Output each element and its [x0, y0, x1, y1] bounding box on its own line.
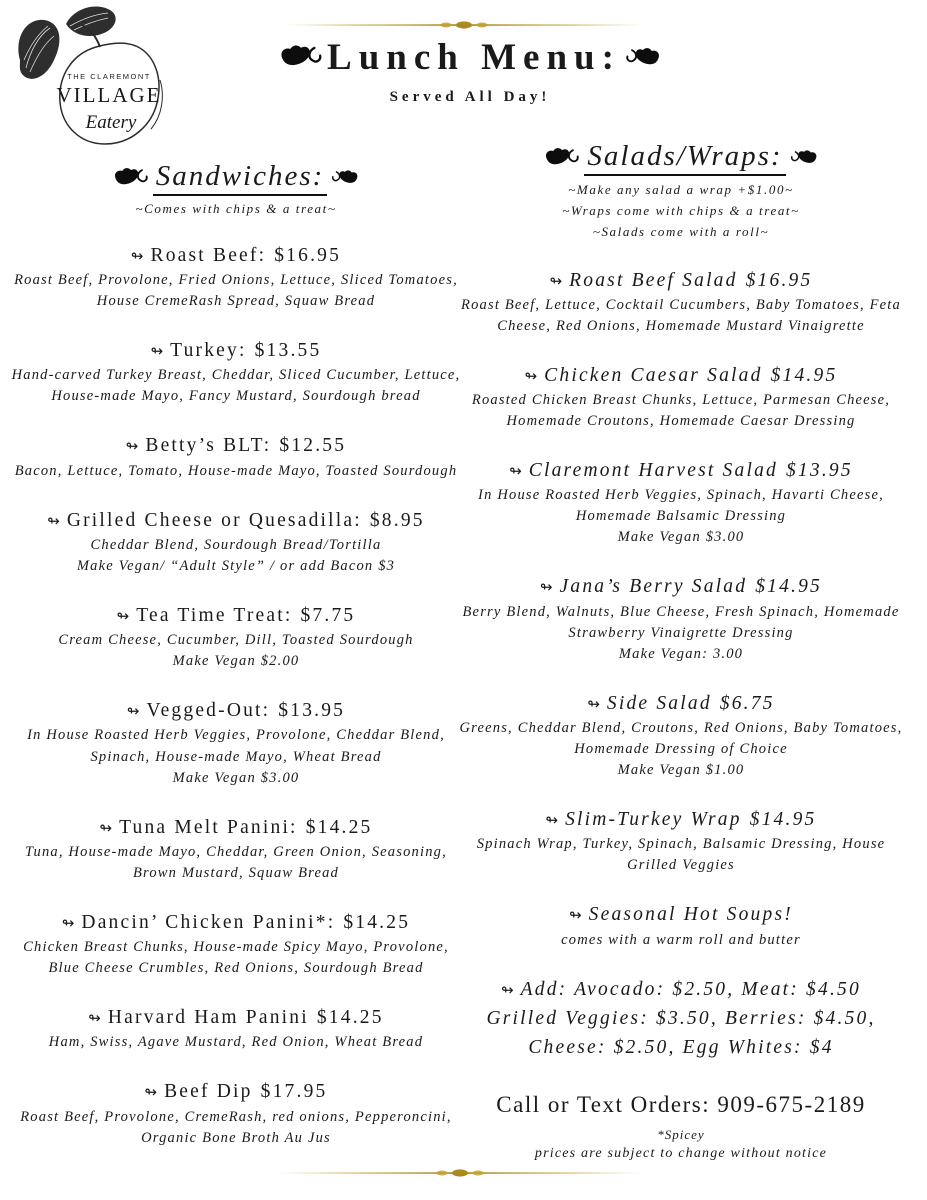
menu-item-name: Tuna Melt Panini:	[119, 816, 298, 838]
menu-item	[450, 456, 912, 548]
menu-item-desc: Spinach Wrap, Turkey, Spinach, Balsamic Dressing, House Grilled Veggies	[476, 836, 886, 874]
spicy-footnote: *Spicey	[657, 1127, 705, 1143]
sandwiches-heading: Sandwiches:	[153, 160, 328, 196]
menu-item-desc: Berry Blend, Walnuts, Blue Cheese, Fresh Spinach, Homemade Strawberry Vinaigrette Dressing	[462, 603, 900, 641]
loop-arrow-icon: ↬	[144, 1083, 158, 1102]
loop-arrow-icon: ↬	[501, 980, 514, 999]
lemon-logo-drawing	[8, 2, 173, 157]
floral-heart-icon-right	[790, 149, 818, 167]
menu-item-name: Dancin’ Chicken Panini*:	[81, 911, 336, 933]
menu-item-name: Chicken Caesar Salad	[544, 364, 763, 386]
menu-header	[170, 36, 770, 106]
loop-arrow-icon: ↬	[150, 342, 164, 361]
menu-item-desc: Bacon, Lettuce, Tomato, House-made Mayo, Toasted Sourdough	[14, 462, 458, 479]
menu-item-name: Side Salad	[606, 692, 712, 714]
logo-line3: Eatery	[85, 112, 137, 133]
menu-item-name: Vegged-Out:	[146, 700, 271, 722]
sandwiches-items	[10, 241, 462, 1149]
menu-item-desc: In House Roasted Herb Veggies, Spinach, Havarti Cheese, Homemade Balsamic Dressing	[478, 487, 884, 525]
floral-heart-icon-right	[331, 169, 359, 187]
menu-item-price: $14.95	[755, 576, 823, 598]
menu-item-desc: Roasted Chicken Breast Chunks, Lettuce, Parmesan Cheese, Homemade Croutons, Homemade Caesar Dressing	[471, 392, 891, 430]
menu-item-price: $14.95	[770, 364, 838, 386]
menu-item-desc: In House Roasted Herb Veggies, Provolone, Cheddar Blend, Spinach, House-made Mayo, Wheat Bread	[27, 727, 445, 765]
loop-arrow-icon: ↬	[549, 271, 563, 290]
floral-heart-icon-right	[625, 47, 661, 69]
menu-item-price: $14.25	[343, 911, 411, 933]
menu-item	[450, 266, 912, 337]
logo-line2: VILLAGE	[56, 83, 162, 107]
menu-item-note: Make Vegan: 3.00	[618, 645, 744, 662]
menu-item-price: $8.95	[369, 509, 425, 531]
menu-item	[10, 601, 462, 672]
loop-arrow-icon: ↬	[569, 906, 582, 925]
menu-footer	[450, 1092, 912, 1162]
menu-item-name: Roast Beef Salad	[569, 269, 738, 291]
menu-subtitle: Served All Day!	[389, 89, 551, 105]
loop-arrow-icon: ↬	[88, 1009, 101, 1028]
menu-item	[10, 431, 462, 481]
gold-divider-top	[281, 18, 647, 32]
salads-note: ~Salads come with a roll~	[592, 223, 770, 239]
menu-item-price: $16.95	[745, 269, 813, 291]
menu-item-name: Jana’s Berry Salad	[559, 576, 748, 598]
menu-item-desc: Greens, Cheddar Blend, Croutons, Red Onions, Baby Tomatoes, Homemade Dressing of Choice	[459, 719, 903, 757]
menu-item-note: Make Vegan $1.00	[617, 761, 745, 778]
menu-item-price: $16.95	[274, 244, 342, 266]
floral-heart-icon-left	[113, 167, 149, 189]
menu-item	[450, 805, 912, 876]
sandwiches-note: ~Comes with chips & a treat~	[135, 201, 337, 216]
loop-arrow-icon: ↬	[539, 578, 553, 597]
menu-item	[10, 813, 462, 884]
menu-item-note: Make Vegan/ “Adult Style” / or add Bacon $3	[76, 557, 396, 574]
floral-heart-icon-left	[279, 44, 323, 71]
menu-item-price: $13.95	[785, 460, 853, 482]
menu-item	[10, 696, 462, 788]
menu-item-price: $13.95	[278, 700, 346, 722]
menu-item-price: $12.55	[279, 435, 347, 457]
loop-arrow-icon: ↬	[61, 913, 75, 932]
menu-item-desc: Cream Cheese, Cucumber, Dill, Toasted Sourdough	[58, 632, 414, 649]
loop-arrow-icon: ↬	[126, 702, 140, 721]
loop-arrow-icon: ↬	[99, 818, 113, 837]
phone-orders-line: Call or Text Orders: 909-675-2189	[496, 1092, 866, 1118]
menu-item-price: $14.25	[305, 816, 373, 838]
loop-arrow-icon: ↬	[116, 606, 130, 625]
menu-item	[450, 975, 912, 1063]
logo-line1: THE CLAREMONT	[67, 72, 151, 81]
loop-arrow-icon: ↬	[545, 810, 559, 829]
menu-item-desc: Ham, Swiss, Agave Mustard, Red Onion, Wheat Bread	[48, 1034, 424, 1051]
menu-item-name-line3: Cheese: $2.50, Egg Whites: $4	[528, 1037, 834, 1059]
menu-item-name: Tea Time Treat:	[136, 604, 293, 626]
menu-item	[10, 1003, 462, 1053]
menu-item-name: Betty’s BLT:	[145, 435, 272, 457]
loop-arrow-icon: ↬	[524, 366, 538, 385]
menu-item-name: Add: Avocado: $2.50, Meat: $4.50	[520, 978, 861, 1000]
menu-item-desc: Cheddar Blend, Sourdough Bread/Tortilla	[90, 536, 382, 553]
menu-item	[10, 1077, 462, 1148]
menu-item	[10, 241, 462, 312]
menu-item-desc: Roast Beef, Lettuce, Cocktail Cucumbers, Baby Tomatoes, Feta Cheese, Red Onions, Homemade Mustard Vinaigrette	[461, 296, 901, 334]
loop-arrow-icon: ↬	[509, 462, 522, 481]
loop-arrow-icon: ↬	[130, 246, 144, 265]
menu-item-desc: Roast Beef, Provolone, Fried Onions, Lettuce, Sliced Tomatoes, House CremeRash Spread, Squaw Bread	[14, 272, 458, 310]
menu-item-name: Beef Dip	[164, 1081, 253, 1103]
menu-item-name: Roast Beef:	[150, 244, 267, 266]
menu-item	[450, 689, 912, 781]
loop-arrow-icon: ↬	[47, 511, 60, 530]
loop-arrow-icon: ↬	[587, 694, 600, 713]
menu-item-note: Make Vegan $3.00	[617, 529, 745, 546]
loop-arrow-icon: ↬	[125, 437, 139, 456]
menu-item-price: $14.25	[316, 1007, 384, 1029]
menu-item	[10, 506, 462, 577]
salads-heading: Salads/Wraps:	[584, 140, 785, 176]
restaurant-logo	[8, 2, 173, 157]
menu-item-price: $7.75	[300, 604, 356, 626]
menu-item	[10, 336, 462, 407]
menu-item-name: Harvard Ham Panini	[107, 1007, 309, 1029]
menu-item	[450, 572, 912, 664]
menu-item	[450, 900, 912, 950]
menu-item-price: $17.95	[260, 1081, 328, 1103]
menu-item-desc: Hand-carved Turkey Breast, Cheddar, Sliced Cucumber, Lettuce, House-made Mayo, Fancy Mustard, Sourdough bread	[11, 367, 461, 405]
sandwiches-column	[10, 160, 462, 1173]
salads-items	[450, 266, 912, 1063]
gold-divider-bottom	[277, 1166, 643, 1180]
floral-heart-icon-left	[544, 147, 580, 169]
salads-note: ~Make any salad a wrap +$1.00~	[568, 182, 794, 197]
menu-item	[10, 908, 462, 979]
menu-item-price: $14.95	[749, 808, 817, 830]
menu-item-desc: comes with a warm roll and butter	[561, 931, 801, 948]
menu-item-note: Make Vegan $2.00	[172, 653, 300, 670]
menu-item-price: $6.75	[719, 692, 775, 714]
page-title: Lunch Menu:	[327, 37, 621, 78]
menu-item-desc: Roast Beef, Provolone, CremeRash, red onions, Pepperoncini, Organic Bone Broth Au Jus	[20, 1108, 452, 1146]
menu-item-desc: Chicken Breast Chunks, House-made Spicy Mayo, Provolone, Blue Cheese Crumbles, Red Onions, Sourdough Bread	[23, 939, 449, 977]
menu-item-name: Claremont Harvest Salad	[528, 460, 778, 482]
menu-item-name: Grilled Cheese or Quesadilla:	[66, 509, 362, 531]
menu-item-name-line2: Grilled Veggies: $3.50, Berries: $4.50,	[486, 1007, 876, 1029]
prices-disclaimer: prices are subject to change without notice	[534, 1146, 828, 1162]
salads-column	[450, 140, 912, 1162]
salads-note: ~Wraps come with chips & a treat~	[562, 202, 800, 218]
menu-item-name: Seasonal Hot Soups!	[588, 904, 793, 926]
menu-item	[450, 361, 912, 432]
menu-item-note: Make Vegan $3.00	[172, 769, 300, 786]
menu-item-name: Slim-Turkey Wrap	[565, 808, 742, 830]
menu-item-name: Turkey:	[170, 340, 247, 362]
menu-item-price: $13.55	[254, 340, 322, 362]
menu-item-desc: Tuna, House-made Mayo, Cheddar, Green Onion, Seasoning, Brown Mustard, Squaw Bread	[25, 843, 447, 881]
